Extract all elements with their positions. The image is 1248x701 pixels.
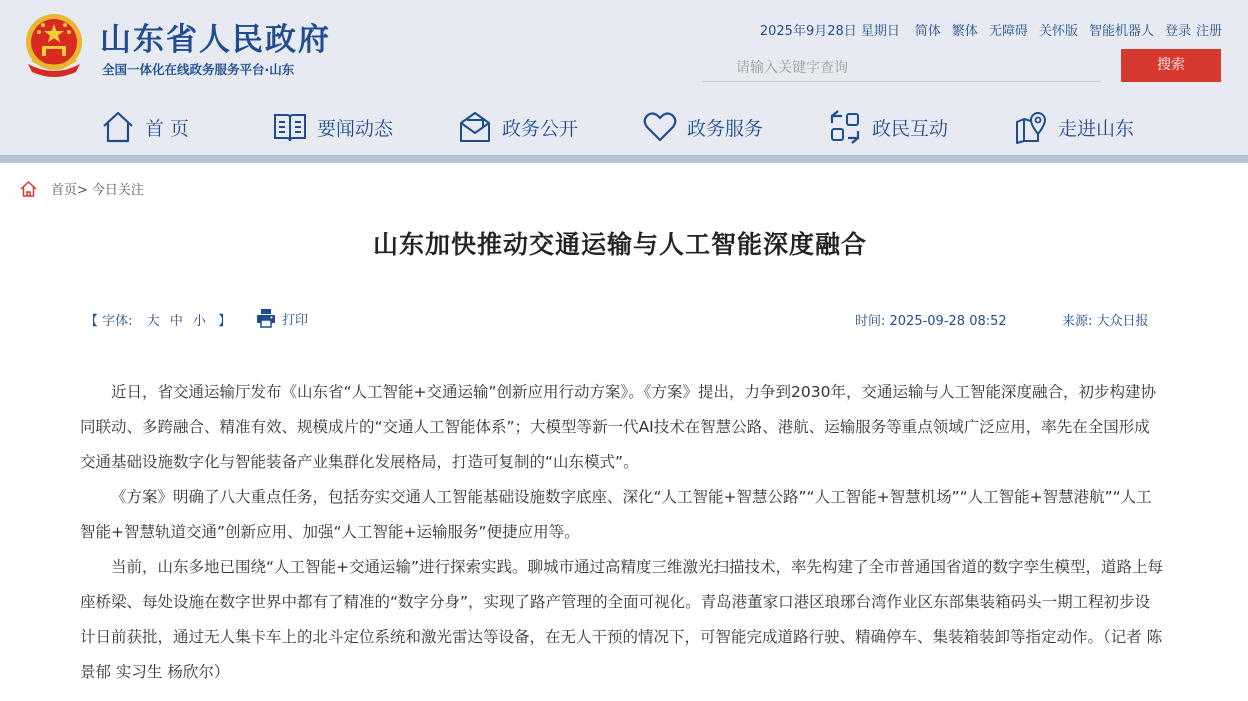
nav-news[interactable] [273, 104, 393, 150]
search-button[interactable]: 搜索 [1121, 49, 1221, 82]
mail-icon [458, 110, 492, 144]
article-paragraph: 近日，省交通运输厅发布《山东省“人工智能+交通运输”创新应用行动方案》。《方案》提出，力争到2030年，交通运输与人工智能深度融合，初步构建协同联动、多跨融合、精准有效、规模成片的“交通人工智能体系”；大模型等新一代AI技术在智慧公路、港航、运输服务等重点领域广泛应用，率先在全国形成交通基础设施数字化与智能装备产业集群化发展格局，打造可复制的“山东模式”。 [80, 383, 1156, 471]
print-button[interactable] [256, 308, 308, 328]
font-small-button[interactable]: 小 [192, 314, 206, 329]
site-header [0, 0, 1248, 155]
font-large-button[interactable]: 大 [146, 314, 160, 329]
breadcrumb [20, 179, 144, 198]
main-nav [0, 104, 1248, 150]
nav-home[interactable] [101, 104, 189, 150]
link-smart-robot[interactable]: 智能机器人 [1088, 24, 1154, 39]
map-pin-icon [1014, 110, 1048, 144]
article-paragraph: 当前，山东多地已围绕“人工智能+交通运输”进行探索实践。聊城市通过高精度三维激光扫描技术，率先构建了全市普通国省道的数字孪生模型，道路上每座桥梁、每处设施在数字世界中都有了精准的“数字分身”，实现了路产管理的全面可视化。青岛港董家口港区琅琊台湾作业区东部集装箱码头一期工程初步设计日前获批，通过无人集卡车上的北斗定位系统和激光雷达等设备，在无人干预的情况下，可智能完成道路行驶、精确停车、集装箱装卸等指定动作。（记者 陈景郁 实习生 杨欣尔） [80, 558, 1164, 681]
breadcrumb-current[interactable]: 今日关注 [91, 183, 144, 198]
home-icon[interactable] [20, 181, 37, 197]
heart-icon [643, 111, 677, 143]
exchange-icon [828, 110, 862, 144]
nav-gov-service-label: 政务服务 [687, 117, 764, 140]
font-medium-button[interactable]: 中 [169, 314, 183, 329]
printer-icon [256, 308, 276, 328]
link-care-version[interactable]: 关怀版 [1038, 24, 1078, 39]
nav-interaction-label: 政民互动 [872, 117, 949, 140]
font-size-close: 】 [218, 314, 232, 329]
breadcrumb-home[interactable]: 首页> [51, 183, 88, 198]
site-title: 山东省人民政府 [100, 22, 331, 58]
current-date: 2025年9月28日 星期日 [759, 24, 900, 39]
national-emblem-icon [22, 12, 86, 80]
link-login[interactable]: 登录 [1164, 24, 1191, 39]
font-size-selector [85, 310, 233, 329]
link-accessibility[interactable]: 无障碍 [988, 24, 1028, 39]
nav-about-shandong-label: 走进山东 [1058, 117, 1135, 140]
article-title: 山东加快推动交通运输与人工智能深度融合 [372, 230, 867, 259]
nav-gov-affairs-label: 政务公开 [502, 117, 579, 140]
top-links [760, 20, 1222, 39]
nav-gov-affairs[interactable] [458, 104, 578, 150]
book-icon [273, 111, 307, 143]
article-source: 来源: 大众日报 [1062, 314, 1149, 329]
print-label: 打印 [282, 312, 309, 328]
site-subtitle[interactable]: 全国一体化在线政务服务平台·山东 [102, 62, 295, 77]
nav-home-label: 首 页 [145, 117, 190, 140]
article-paragraph: 《方案》明确了八大重点任务，包括夯实交通人工智能基础设施数字底座、深化“人工智能+智慧公路”“人工智能+智慧机场”“人工智能+智慧港航”“人工智能+智慧轨道交通”创新应用、加强“人工智能+运输服务”便捷应用等。 [80, 488, 1152, 541]
nav-news-label: 要闻动态 [317, 117, 394, 140]
nav-interaction[interactable] [828, 104, 948, 150]
link-traditional[interactable]: 繁体 [951, 24, 978, 39]
article-body [80, 375, 1165, 690]
font-size-label: 【 字体: [85, 314, 133, 329]
link-register[interactable]: 注册 [1195, 24, 1222, 39]
publish-time: 时间: 2025-09-28 08:52 [855, 314, 1007, 329]
home-icon [101, 110, 135, 144]
nav-gov-service[interactable] [643, 104, 763, 150]
link-simplified[interactable]: 简体 [914, 24, 941, 39]
search-input[interactable]: 请输入关键字查询 [702, 52, 1101, 82]
nav-about-shandong[interactable] [1014, 104, 1134, 150]
header-divider [0, 155, 1248, 163]
